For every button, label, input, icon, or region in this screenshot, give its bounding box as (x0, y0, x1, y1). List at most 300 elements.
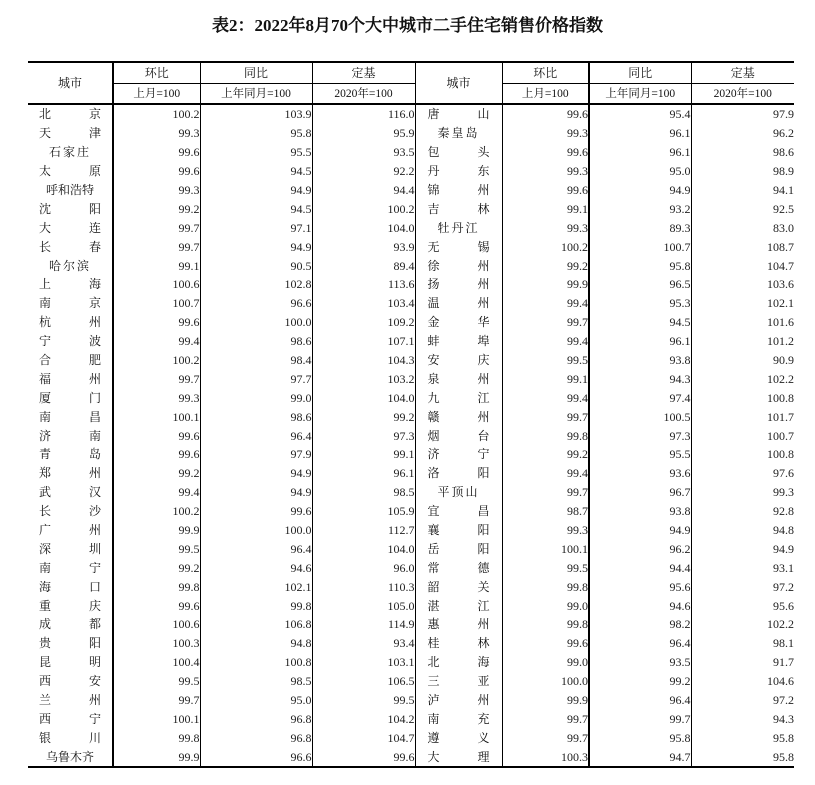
city-name: 宁波 (39, 334, 101, 349)
city-name: 大连 (39, 220, 101, 235)
cell-yoy-right: 94.5 (589, 313, 691, 332)
header-base-left: 定基 (312, 62, 415, 84)
cell-city-right (415, 521, 502, 540)
cell-city-right (415, 218, 502, 237)
cell-yoy-left: 98.5 (200, 672, 312, 691)
cell-yoy-right: 95.8 (589, 256, 691, 275)
cell-mom-right: 99.6 (502, 181, 589, 200)
cell-base-right: 100.7 (691, 426, 794, 445)
cell-yoy-right: 95.4 (589, 104, 691, 124)
cell-base-right: 102.1 (691, 294, 794, 313)
cell-yoy-left: 94.5 (200, 199, 312, 218)
cell-city-left (28, 143, 113, 162)
city-name: 南充 (427, 711, 490, 726)
table-row (28, 162, 794, 181)
subheader-base-left: 2020年=100 (312, 84, 415, 105)
cell-city-right (415, 313, 502, 332)
cell-base-left: 104.0 (312, 218, 415, 237)
cell-base-left: 97.3 (312, 426, 415, 445)
city-name: 沈阳 (39, 201, 101, 216)
cell-mom-left: 99.2 (113, 464, 200, 483)
cell-base-left: 106.5 (312, 672, 415, 691)
cell-base-right: 98.1 (691, 634, 794, 653)
cell-city-left (28, 369, 113, 388)
city-name: 韶关 (427, 579, 490, 594)
table-row (28, 502, 794, 521)
cell-base-left: 93.9 (312, 237, 415, 256)
cell-mom-right: 99.5 (502, 351, 589, 370)
cell-base-left: 105.9 (312, 502, 415, 521)
cell-city-left (28, 332, 113, 351)
cell-mom-left: 99.6 (113, 426, 200, 445)
cell-base-left: 94.4 (312, 181, 415, 200)
city-name: 长沙 (39, 504, 101, 519)
cell-yoy-right: 100.7 (589, 237, 691, 256)
cell-yoy-left: 97.7 (200, 369, 312, 388)
cell-city-right (415, 502, 502, 521)
city-name: 三亚 (427, 674, 490, 689)
city-name: 秦皇岛 (437, 126, 480, 141)
cell-yoy-left: 99.8 (200, 596, 312, 615)
cell-city-left (28, 521, 113, 540)
cell-yoy-right: 99.2 (589, 672, 691, 691)
cell-city-left (28, 275, 113, 294)
cell-mom-left: 100.1 (113, 407, 200, 426)
table-row (28, 577, 794, 596)
city-name: 烟台 (427, 428, 490, 443)
cell-city-right (415, 445, 502, 464)
city-name: 石家庄 (48, 145, 91, 160)
cell-yoy-right: 96.5 (589, 275, 691, 294)
cell-yoy-right: 94.9 (589, 181, 691, 200)
cell-city-left (28, 691, 113, 710)
city-name: 泸州 (427, 693, 490, 708)
city-name: 郑州 (39, 466, 101, 481)
city-name: 上海 (39, 277, 101, 292)
cell-mom-right: 99.7 (502, 313, 589, 332)
table-row (28, 464, 794, 483)
city-name: 蚌埠 (427, 334, 490, 349)
table-row (28, 256, 794, 275)
cell-base-left: 116.0 (312, 104, 415, 124)
cell-mom-left: 99.5 (113, 539, 200, 558)
cell-city-right (415, 558, 502, 577)
subheader-mom-left: 上月=100 (113, 84, 200, 105)
cell-city-left (28, 388, 113, 407)
city-name: 常德 (427, 560, 490, 575)
cell-yoy-right: 94.7 (589, 747, 691, 767)
cell-yoy-left: 96.4 (200, 426, 312, 445)
cell-yoy-left: 98.6 (200, 407, 312, 426)
cell-city-left (28, 218, 113, 237)
header-mom-right: 环比 (502, 62, 589, 84)
cell-yoy-right: 93.6 (589, 464, 691, 483)
cell-city-right (415, 104, 502, 124)
cell-mom-left: 100.3 (113, 634, 200, 653)
cell-city-left (28, 294, 113, 313)
cell-city-left (28, 407, 113, 426)
header-base-right: 定基 (691, 62, 794, 84)
table-title: 表2：2022年8月70个大中城市二手住宅销售价格指数 (212, 16, 603, 35)
cell-mom-left: 99.3 (113, 388, 200, 407)
subheader-mom-right: 上月=100 (502, 84, 589, 105)
table-row (28, 388, 794, 407)
table-row (28, 275, 794, 294)
city-name: 赣州 (427, 409, 490, 424)
cell-city-right (415, 256, 502, 275)
cell-base-left: 93.4 (312, 634, 415, 653)
cell-mom-left: 99.8 (113, 728, 200, 747)
city-name: 乌鲁木齐 (45, 749, 94, 764)
cell-mom-right: 100.0 (502, 672, 589, 691)
cell-base-left: 104.2 (312, 710, 415, 729)
cell-mom-left: 99.9 (113, 747, 200, 767)
cell-base-right: 95.8 (691, 747, 794, 767)
city-name: 唐山 (427, 107, 490, 122)
cell-yoy-left: 97.1 (200, 218, 312, 237)
table-row (28, 747, 794, 767)
cell-city-right (415, 577, 502, 596)
table-row (28, 104, 794, 124)
cell-city-right (415, 747, 502, 767)
cell-mom-right: 99.0 (502, 596, 589, 615)
cell-yoy-right: 96.2 (589, 539, 691, 558)
cell-yoy-left: 100.0 (200, 313, 312, 332)
cell-base-left: 107.1 (312, 332, 415, 351)
city-name: 桂林 (427, 636, 490, 651)
cell-base-right: 101.6 (691, 313, 794, 332)
cell-mom-right: 100.3 (502, 747, 589, 767)
cell-base-right: 98.9 (691, 162, 794, 181)
cell-mom-left: 100.4 (113, 653, 200, 672)
cell-base-left: 103.1 (312, 653, 415, 672)
cell-city-left (28, 596, 113, 615)
cell-yoy-right: 95.3 (589, 294, 691, 313)
city-name: 济南 (39, 428, 101, 443)
cell-yoy-left: 95.8 (200, 124, 312, 143)
cell-base-left: 99.1 (312, 445, 415, 464)
table-row (28, 615, 794, 634)
table-row (28, 634, 794, 653)
city-name: 呼和浩特 (45, 183, 94, 197)
city-name: 武汉 (39, 485, 101, 500)
cell-city-right (415, 369, 502, 388)
cell-base-right: 103.6 (691, 275, 794, 294)
city-name: 大理 (427, 749, 490, 764)
cell-city-left (28, 672, 113, 691)
cell-mom-left: 100.2 (113, 104, 200, 124)
cell-base-right: 108.7 (691, 237, 794, 256)
city-name: 南京 (39, 296, 101, 311)
cell-mom-left: 100.6 (113, 615, 200, 634)
cell-yoy-right: 94.9 (589, 521, 691, 540)
cell-mom-right: 99.3 (502, 218, 589, 237)
city-name: 福州 (39, 371, 101, 386)
cell-city-right (415, 672, 502, 691)
city-name: 北海 (427, 655, 490, 670)
cell-base-right: 95.8 (691, 728, 794, 747)
cell-mom-left: 99.8 (113, 577, 200, 596)
cell-mom-right: 99.7 (502, 483, 589, 502)
cell-base-left: 114.9 (312, 615, 415, 634)
cell-mom-left: 100.7 (113, 294, 200, 313)
cell-base-right: 101.2 (691, 332, 794, 351)
city-name: 哈尔滨 (48, 258, 91, 273)
cell-mom-left: 99.6 (113, 162, 200, 181)
cell-mom-right: 99.3 (502, 124, 589, 143)
header-yoy-right: 同比 (589, 62, 691, 84)
city-name: 南宁 (39, 560, 101, 575)
cell-yoy-left: 106.8 (200, 615, 312, 634)
cell-mom-right: 99.4 (502, 388, 589, 407)
cell-city-left (28, 634, 113, 653)
table-row (28, 653, 794, 672)
cell-city-left (28, 351, 113, 370)
cell-yoy-left: 97.9 (200, 445, 312, 464)
cell-mom-left: 99.6 (113, 445, 200, 464)
cell-city-left (28, 747, 113, 767)
cell-base-right: 94.8 (691, 521, 794, 540)
city-name: 湛江 (427, 598, 490, 613)
cell-yoy-right: 93.8 (589, 502, 691, 521)
cell-city-right (415, 426, 502, 445)
city-name: 金华 (427, 315, 490, 330)
cell-city-left (28, 577, 113, 596)
cell-base-right: 104.7 (691, 256, 794, 275)
city-name: 泉州 (427, 371, 490, 386)
city-name: 深圳 (39, 541, 101, 556)
cell-mom-right: 99.0 (502, 653, 589, 672)
city-name: 海口 (39, 579, 101, 594)
cell-base-right: 98.6 (691, 143, 794, 162)
cell-city-right (415, 653, 502, 672)
table-row (28, 672, 794, 691)
cell-base-right: 94.3 (691, 710, 794, 729)
city-name: 锦州 (427, 183, 490, 197)
header-yoy-left: 同比 (200, 62, 312, 84)
cell-city-left (28, 615, 113, 634)
cell-yoy-left: 95.5 (200, 143, 312, 162)
cell-city-right (415, 237, 502, 256)
cell-yoy-right: 95.5 (589, 445, 691, 464)
cell-mom-left: 99.2 (113, 558, 200, 577)
cell-base-right: 97.9 (691, 104, 794, 124)
cell-yoy-left: 95.0 (200, 691, 312, 710)
cell-city-right (415, 615, 502, 634)
cell-city-right (415, 691, 502, 710)
cell-yoy-right: 93.2 (589, 199, 691, 218)
cell-city-left (28, 502, 113, 521)
cell-mom-right: 100.1 (502, 539, 589, 558)
cell-city-right (415, 162, 502, 181)
header-mom-left: 环比 (113, 62, 200, 84)
city-name: 重庆 (39, 598, 101, 613)
cell-base-left: 109.2 (312, 313, 415, 332)
cell-yoy-left: 94.6 (200, 558, 312, 577)
cell-city-right (415, 199, 502, 218)
cell-yoy-right: 96.1 (589, 332, 691, 351)
cell-mom-left: 99.4 (113, 483, 200, 502)
city-name: 平顶山 (437, 485, 480, 500)
table-row (28, 445, 794, 464)
cell-mom-right: 99.2 (502, 256, 589, 275)
cell-base-left: 112.7 (312, 521, 415, 540)
cell-mom-left: 99.1 (113, 256, 200, 275)
city-name: 襄阳 (427, 523, 490, 538)
city-name: 银川 (39, 730, 101, 745)
cell-yoy-right: 98.2 (589, 615, 691, 634)
cell-mom-left: 99.7 (113, 237, 200, 256)
cell-yoy-left: 94.8 (200, 634, 312, 653)
subheader-yoy-left: 上年同月=100 (200, 84, 312, 105)
cell-base-left: 93.5 (312, 143, 415, 162)
cell-base-left: 104.0 (312, 388, 415, 407)
table-row (28, 691, 794, 710)
cell-base-right: 101.7 (691, 407, 794, 426)
table-row (28, 313, 794, 332)
cell-city-right (415, 181, 502, 200)
cell-base-right: 90.9 (691, 351, 794, 370)
cell-mom-right: 99.6 (502, 104, 589, 124)
cell-city-right (415, 464, 502, 483)
cell-yoy-left: 90.5 (200, 256, 312, 275)
cell-mom-right: 99.9 (502, 275, 589, 294)
city-name: 洛阳 (427, 466, 490, 481)
table-row (28, 351, 794, 370)
cell-base-left: 100.2 (312, 199, 415, 218)
cell-yoy-left: 98.6 (200, 332, 312, 351)
header-city-left: 城市 (28, 62, 113, 104)
cell-city-right (415, 710, 502, 729)
city-name: 岳阳 (427, 541, 490, 556)
cell-city-right (415, 294, 502, 313)
cell-yoy-right: 97.4 (589, 388, 691, 407)
cell-city-right (415, 124, 502, 143)
table-row (28, 539, 794, 558)
cell-base-right: 93.1 (691, 558, 794, 577)
city-name: 安庆 (427, 353, 490, 368)
table-row (28, 218, 794, 237)
cell-city-right (415, 407, 502, 426)
cell-yoy-right: 95.8 (589, 728, 691, 747)
cell-city-left (28, 256, 113, 275)
cell-base-right: 94.9 (691, 539, 794, 558)
cell-city-left (28, 710, 113, 729)
cell-mom-right: 99.4 (502, 464, 589, 483)
city-name: 无锡 (427, 239, 490, 254)
city-name: 扬州 (427, 277, 490, 292)
cell-base-left: 89.4 (312, 256, 415, 275)
cell-base-left: 95.9 (312, 124, 415, 143)
cell-yoy-left: 98.4 (200, 351, 312, 370)
cell-base-right: 102.2 (691, 369, 794, 388)
cell-mom-right: 99.7 (502, 407, 589, 426)
cell-city-left (28, 162, 113, 181)
cell-yoy-left: 96.8 (200, 710, 312, 729)
table-row (28, 407, 794, 426)
cell-base-right: 100.8 (691, 388, 794, 407)
cell-city-right (415, 634, 502, 653)
table-row (28, 237, 794, 256)
table-row (28, 521, 794, 540)
cell-yoy-right: 99.7 (589, 710, 691, 729)
cell-base-right: 99.3 (691, 483, 794, 502)
city-name: 西宁 (39, 711, 101, 726)
city-name: 杭州 (39, 315, 101, 330)
cell-city-right (415, 332, 502, 351)
cell-mom-left: 100.2 (113, 351, 200, 370)
cell-base-left: 96.1 (312, 464, 415, 483)
cell-mom-left: 100.1 (113, 710, 200, 729)
cell-mom-left: 99.9 (113, 521, 200, 540)
cell-base-left: 110.3 (312, 577, 415, 596)
cell-yoy-right: 94.3 (589, 369, 691, 388)
cell-mom-right: 99.3 (502, 162, 589, 181)
cell-yoy-right: 94.4 (589, 558, 691, 577)
cell-city-right (415, 728, 502, 747)
table-row (28, 483, 794, 502)
cell-yoy-left: 96.8 (200, 728, 312, 747)
cell-mom-left: 99.5 (113, 672, 200, 691)
cell-mom-right: 99.5 (502, 558, 589, 577)
cell-base-right: 92.5 (691, 199, 794, 218)
cell-mom-right: 99.6 (502, 634, 589, 653)
cell-city-right (415, 275, 502, 294)
city-name: 徐州 (427, 258, 490, 273)
cell-city-left (28, 445, 113, 464)
cell-mom-left: 99.6 (113, 313, 200, 332)
cell-base-right: 91.7 (691, 653, 794, 672)
cell-base-right: 94.1 (691, 181, 794, 200)
city-name: 青岛 (39, 447, 101, 462)
city-name: 贵阳 (39, 636, 101, 651)
price-index-table (28, 61, 794, 768)
cell-base-left: 105.0 (312, 596, 415, 615)
city-name: 南昌 (39, 409, 101, 424)
cell-mom-left: 99.3 (113, 181, 200, 200)
table-row (28, 294, 794, 313)
cell-city-left (28, 728, 113, 747)
cell-yoy-left: 94.9 (200, 464, 312, 483)
cell-mom-left: 100.2 (113, 502, 200, 521)
cell-mom-left: 99.3 (113, 124, 200, 143)
cell-city-right (415, 539, 502, 558)
cell-city-right (415, 388, 502, 407)
city-name: 九江 (427, 390, 490, 405)
table-row (28, 728, 794, 747)
city-name: 遵义 (427, 730, 490, 745)
cell-mom-left: 99.6 (113, 143, 200, 162)
table-row (28, 558, 794, 577)
cell-city-left (28, 104, 113, 124)
table-row (28, 143, 794, 162)
cell-city-left (28, 237, 113, 256)
city-name: 北京 (39, 107, 101, 122)
cell-yoy-left: 94.5 (200, 162, 312, 181)
cell-mom-left: 99.7 (113, 691, 200, 710)
cell-mom-right: 99.2 (502, 445, 589, 464)
cell-yoy-right: 93.5 (589, 653, 691, 672)
city-name: 丹东 (427, 164, 490, 179)
cell-base-left: 104.3 (312, 351, 415, 370)
cell-yoy-left: 99.0 (200, 388, 312, 407)
cell-yoy-left: 102.8 (200, 275, 312, 294)
cell-base-left: 99.6 (312, 747, 415, 767)
cell-yoy-right: 96.1 (589, 124, 691, 143)
cell-yoy-right: 96.7 (589, 483, 691, 502)
cell-base-right: 97.2 (691, 691, 794, 710)
cell-mom-right: 99.6 (502, 143, 589, 162)
